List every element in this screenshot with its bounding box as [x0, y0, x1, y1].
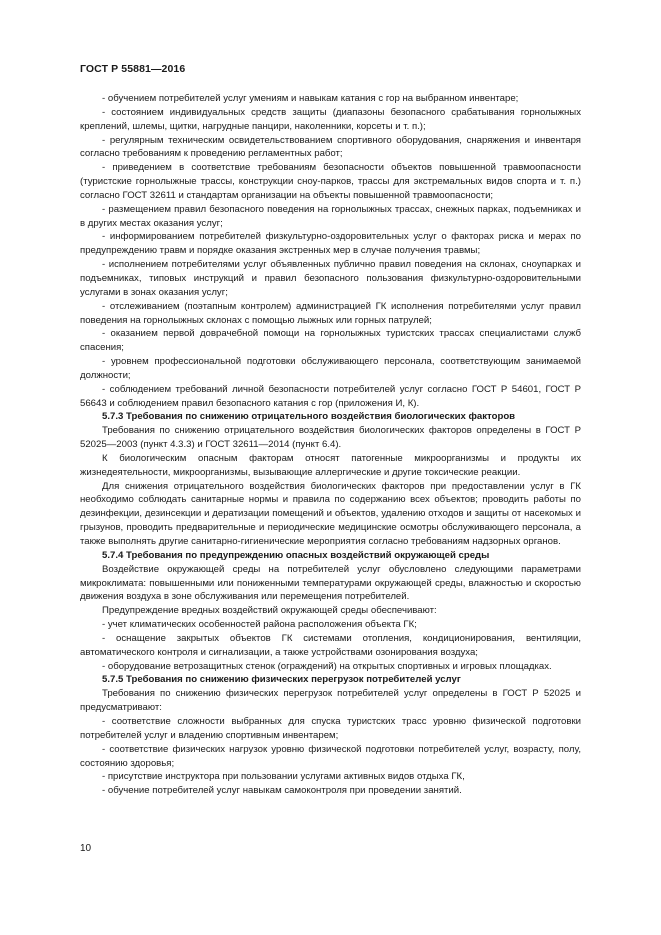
paragraph: Предупреждение вредных воздействий окружающей среды обеспечивают: [102, 605, 437, 617]
section-heading: 5.7.5 Требования по снижению физических перегрузок потребителей услуг [102, 674, 461, 686]
paragraph: - приведением в соответствие требованиям безопасности объектов повышенной травмоопасности (туристские горнолыжные трассы, конструкции сноу-парков, трассы для экстремальных видов спорта и т. п.) согласно ГОСТ 32611 и стандартам организации на объекты повышенной травмоопасности; [80, 162, 581, 201]
paragraph: - оснащение закрытых объектов ГК системами отопления, кондиционирования, вентиляции, автоматического контроля и сигнализации, а также устройствами озонирования воздуха; [80, 632, 581, 658]
paragraph: - отслеживанием (поэтапным контролем) администрацией ГК исполнения потребителями услуг правил поведения на горнолыжных склонах с помощью лыжных или горных патрулей; [80, 300, 581, 326]
page-number: 10 [80, 843, 92, 854]
paragraph: - уровнем профессиональной подготовки обслуживающего персонала, соответствующим занимаемой должности; [80, 356, 581, 381]
document-body [80, 92, 581, 798]
paragraph: - регулярным техническим освидетельствованием спортивного оборудования, снаряжения и инвентаря согласно требованиям к проведению регламентных работ; [80, 134, 581, 160]
paragraph: Требования по снижению отрицательного воздействия биологических факторов определены в ГОСТ Р 52025—2003 (пункт 4.3.3) и ГОСТ 32611—2014 (пункт 6.4). [80, 425, 581, 451]
paragraph: - обучение потребителей услуг навыкам самоконтроля при проведении занятий. [102, 785, 462, 797]
paragraph: - состоянием индивидуальных средств защиты (диапазоны безопасного срабатывания горнолыжных креплений, шлемы, щитки, нагрудные панцири, наколенники, корсеты и т. п.); [80, 106, 581, 132]
paragraph: - соответствие сложности выбранных для спуска туристских трасс уровню физической подготовки потребителей услуг и владению спортивным инвентарем; [80, 715, 581, 741]
paragraph: - информированием потребителей физкультурно-оздоровительных услуг о факторах риска и мерах по предупреждению травм и порядке оказания экстренных мер в случае получения травмы; [80, 231, 581, 257]
section-heading: 5.7.4 Требования по предупреждению опасных воздействий окружающей среды [102, 549, 490, 561]
paragraph: - учет климатических особенностей района расположения объекта ГК; [102, 619, 417, 631]
paragraph: - размещением правил безопасного поведения на горнолыжных трассах, снежных парках, подъемниках и в других местах оказания услуг; [80, 203, 581, 229]
section-heading: 5.7.3 Требования по снижению отрицательного воздействия биологических факторов [102, 411, 516, 423]
paragraph: К биологическим опасным факторам относят патогенные микроорганизмы и продукты их жизнедеятельности, микроорганизмы, вызывающие аллергические и другие токсические реакции. [80, 452, 581, 478]
paragraph: - соответствие физических нагрузок уровню физической подготовки потребителей услуг, возрасту, полу, состоянию здоровья; [80, 743, 581, 769]
paragraph: - присутствие инструктора при пользовании услугами активных видов отдыха ГК, [102, 771, 465, 783]
document-header: ГОСТ Р 55881—2016 [80, 63, 186, 75]
paragraph: - соблюдением требований личной безопасности потребителей услуг согласно ГОСТ Р 54601, ГОСТ Р 56643 и соблюдением правил безопасного катания с гор (приложения И, К). [80, 383, 581, 409]
paragraph: Воздействие окружающей среды на потребителей услуг обусловлено следующими параметрами микроклимата: повышенными или пониженными температурами окружающей среды, влажностью и скоростью движения воздуха в зоне обслуживания или перемещения потребителей. [80, 563, 581, 603]
paragraph: - исполнением потребителями услуг объявленных публично правил поведения на склонах, сноупарках и подъемниках, типовых инструкций и правил безопасного пользования физкультурно-оздоровительными услугами в зонах оказания услуг; [80, 259, 581, 298]
paragraph: - обучением потребителей услуг умениям и навыкам катания с гор на выбранном инвентаре; [102, 93, 519, 104]
paragraph: - оказанием первой доврачебной помощи на горнолыжных туристских трассах специалистами служб спасения; [80, 328, 581, 354]
paragraph: - оборудование ветрозащитных стенок (ограждений) на открытых спортивных и игровых площадках. [102, 660, 552, 672]
paragraph: Для снижения отрицательного воздействия биологических факторов при предоставлении услуг в ГК необходимо соблюдать санитарные нормы и правила по содержанию всех объектов; проводить работы по дезинфекции, дезинсекции и дератизации помещений и объектов, удалению отходов и защиты от насекомых и грызунов, проводить предварительные и периодические медицинские осмотры обслуживающего персонала, а также выполнять другие санитарно-гигиенические мероприятия согласно требованиям надзорных органов. [80, 480, 581, 547]
paragraph: Требования по снижению физических перегрузок потребителей услуг определены в ГОСТ Р 52025 и предусматривают: [80, 688, 581, 714]
